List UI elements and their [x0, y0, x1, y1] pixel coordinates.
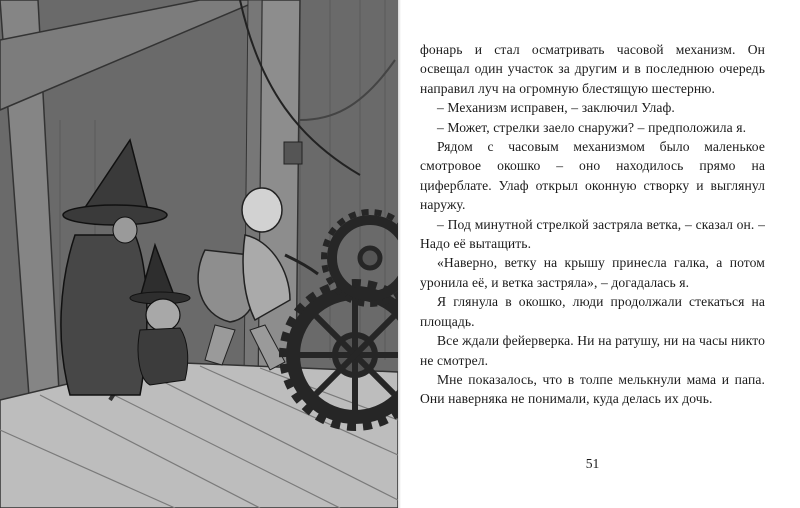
paragraph-9: Мне показалось, что в толпе мелькнули мама и папа. Они наверняка не понимали, куда делась их дочь.	[420, 371, 765, 407]
text-page	[420, 40, 765, 500]
paragraph-4: Рядом с часовым механизмом было маленькое смотровое окошко – оно находилось прямо на циферблате. Улаф открыл оконную створку и выглянул наружу.	[420, 139, 765, 213]
paragraph-8: Все ждали фейерверка. Ни на ратушу, ни на часы никто не смотрел.	[420, 333, 765, 368]
page-gutter	[398, 0, 401, 508]
paragraph-2: – Механизм исправен, – заключил Улаф.	[437, 100, 675, 116]
clock-tower-illustration	[0, 0, 398, 508]
page-number: 51	[585, 456, 600, 471]
story-text	[420, 40, 765, 409]
paragraph-7: Я глянула в окошко, люди продолжали стекаться на площадь.	[420, 294, 765, 329]
paragraph-6: «Наверно, ветку на крышу принесла галка, а потом уронила её, и ветка застряла», – догадалась я.	[420, 255, 765, 290]
paragraph-1: фонарь и стал осматривать часовой механизм. Он освещал один участок за другим и в последнюю очередь направил луч на огромную блестящую шестерню.	[420, 42, 765, 96]
paragraph-3: – Может, стрелки заело снаружи? – предположила я.	[437, 119, 747, 135]
paragraph-5: – Под минутной стрелкой застряла ветка, – сказал он. – Надо её вытащить.	[420, 216, 765, 252]
